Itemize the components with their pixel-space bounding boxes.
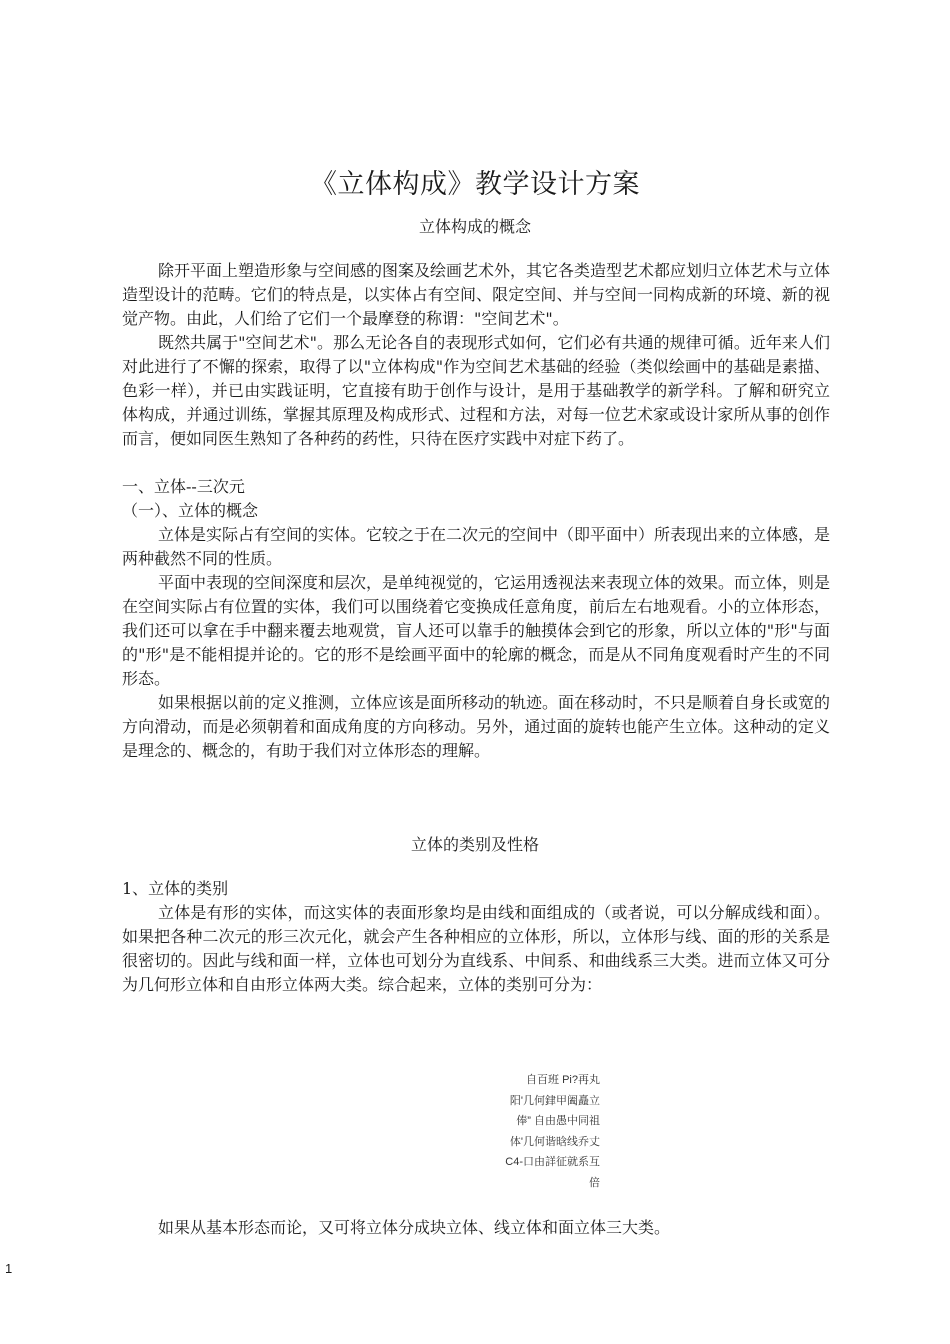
subtitle: 立体构成的概念 bbox=[418, 217, 531, 236]
section2-heading: 1、立体的类别 bbox=[122, 879, 229, 898]
classification-figure bbox=[440, 1070, 600, 1193]
page-number: 1 bbox=[5, 1261, 13, 1276]
section1-heading: 一、立体--三次元 bbox=[122, 477, 245, 496]
figure-line: 俸” 自由愚中同祖 bbox=[516, 1115, 600, 1127]
final-paragraph: 如果从基本形态而论，又可将立体分成块立体、线立体和面立体三大类。 bbox=[158, 1218, 671, 1237]
figure-line: 体'几何谐晗线乔丈 bbox=[509, 1135, 600, 1148]
figure-line: 阳'几何銉甲阖矗立 bbox=[509, 1094, 600, 1107]
section1-paragraph-2: 平面中表现的空间深度和层次，是单纯视觉的，它运用透视法来表现立体的效果。而立体，则是在空间实际占有位置的实体，我们可以围绕着它变换成任意角度，前后左右地观看。小的立体形态，我们还可以拿在手中翻来覆去地观赏，盲人还可以靠手的触摸体会到它的形象，所以立体的"形"与面的"形"是不能相提并论的。它的形不是绘画平面中的轮廓的概念，而是从不同角度观看时产生的不同形态。 bbox=[122, 573, 831, 688]
section2-paragraph: 立体是有形的实体，而这实体的表面形象均是由线和面组成的（或者说，可以分解成线和面）。如果把各种二次元的形三次元化，就会产生各种相应的立体形，所以，立体形与线、面的形的关系是很密切的。因此与线和面一样，立体也可划分为直线系、中间系、和曲线系三大类。进而立体又可分为几何形立体和自由形立体两大类。综合起来，立体的类别可分为： bbox=[122, 903, 830, 994]
section2-title: 立体的类别及性格 bbox=[410, 835, 539, 854]
section1-paragraph-1: 立体是实际占有空间的实体。它较之于在二次元的空间中（即平面中）所表现出来的立体感，是两种截然不同的性质。 bbox=[122, 525, 831, 568]
figure-line: C4-口由詳征就系互 bbox=[505, 1156, 600, 1168]
intro-section bbox=[122, 259, 830, 763]
document-title: 《立体构成》教学设计方案 bbox=[310, 169, 640, 200]
figure-line: 倍 bbox=[589, 1176, 600, 1189]
intro-paragraph-2: 既然共属于"空间艺术"。那么无论各自的表现形式如何，它们必有共通的规律可循。近年来人们对此进行了不懈的探索，取得了以"立体构成"作为空间艺术基础的经验（类似绘画中的基础是素描、色彩一样），并已由实践证明，它直接有助于创作与设计，是用于基础教学的新学科。了解和研究立体构成，并通过训练，掌握其原理及构成形式、过程和方法，对每一位艺术家或设计家所从事的创作而言，便如同医生熟知了各种药的药性，只待在医疗实践中对症下药了。 bbox=[122, 333, 830, 448]
section2 bbox=[122, 877, 830, 997]
intro-paragraph-1: 除开平面上塑造形象与空间感的图案及绘画艺术外，其它各类造型艺术都应划归立体艺术与立体造型设计的范畴。它们的特点是，以实体占有空间、限定空间、并与空间一同构成新的环境、新的视觉产物。由此，人们给了它们一个最摩登的称谓："空间艺术"。 bbox=[122, 261, 831, 328]
section1-paragraph-3: 如果根据以前的定义推测，立体应该是面所移动的轨迹。面在移动时，不只是顺着自身长或宽的方向滑动，而是必须朝着和面成角度的方向移动。另外，通过面的旋转也能产生立体。这种动的定义是理念的、概念的，有助于我们对立体形态的理解。 bbox=[122, 693, 831, 760]
section1-sub-heading: （一）、立体的概念 bbox=[122, 501, 259, 520]
figure-line: 自百班 Pi?再丸 bbox=[526, 1074, 600, 1086]
spacer bbox=[122, 451, 830, 475]
